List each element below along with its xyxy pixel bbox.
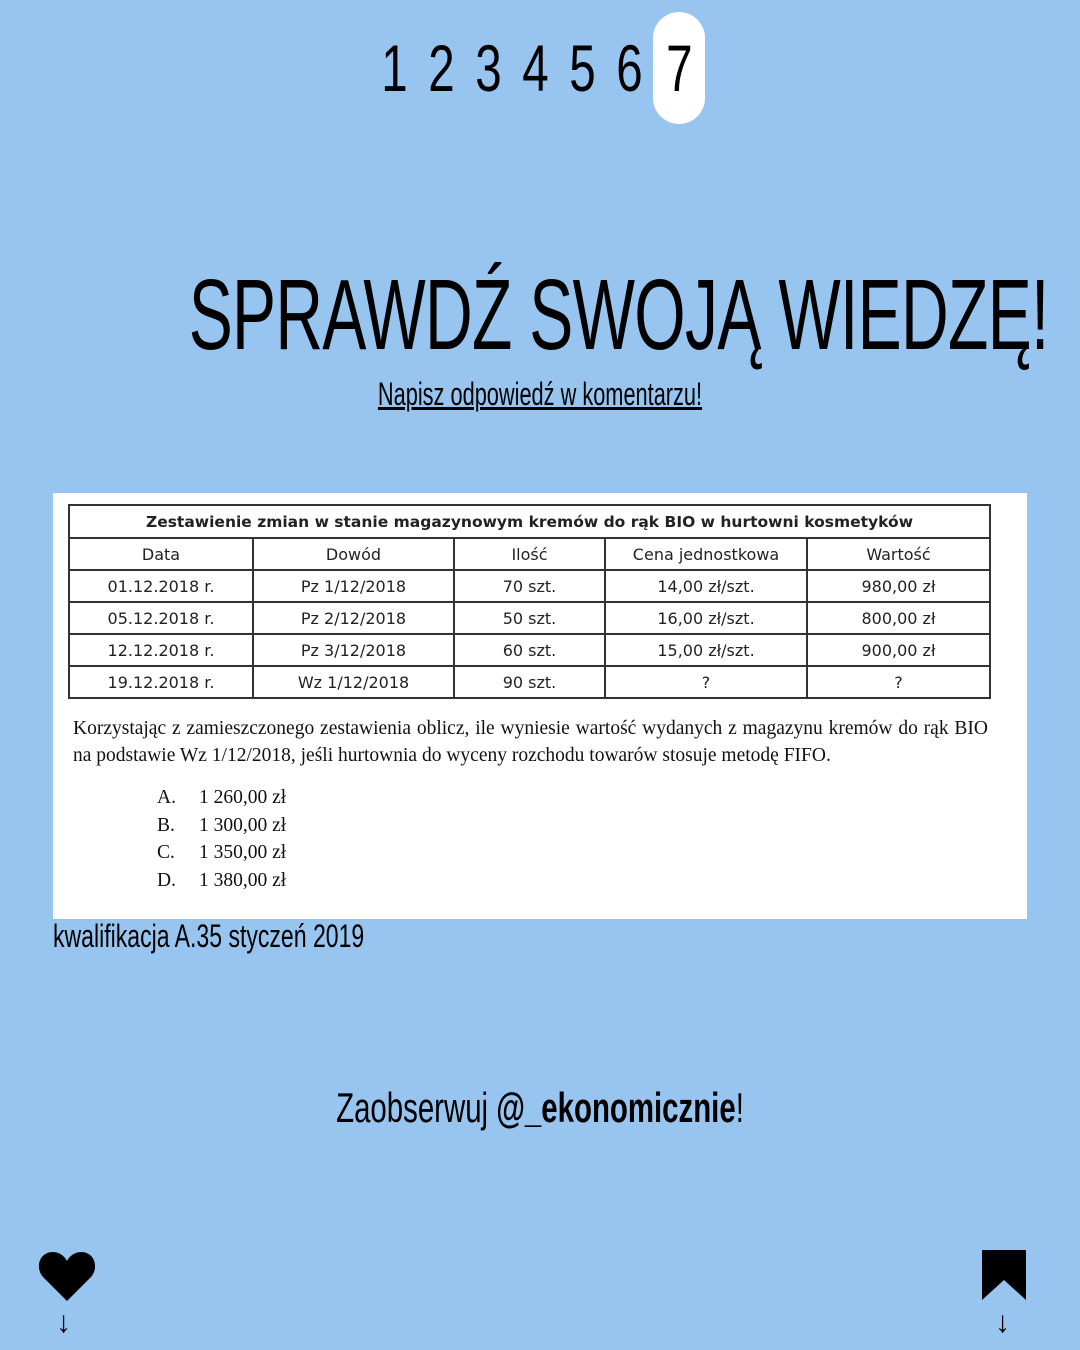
cell-unit-price: ? [605,666,807,698]
follow-prefix: Zaobserwuj [336,1084,497,1131]
column-header-date: Data [69,538,253,570]
like-button[interactable] [38,1250,98,1342]
page-number-6[interactable]: 6 [616,31,643,105]
question-text: Korzystając z zamieszczonego zestawienia oblicz, ile wyniesie wartość wydanych z magazynu kremów do rąk BIO na podstawie Wz 1/12/2018, jeśli hurtownia do wyceny rozchodu towarów stosuje metodę FIFO. [73,718,988,766]
table-caption: Zestawienie zmian w stanie magazynowym kremów do rąk BIO w hurtowni kosmetyków [69,505,990,538]
page-number-5[interactable]: 5 [569,31,596,105]
answer-text: 1 260,00 zł [199,787,287,808]
page-number-7-active[interactable] [653,12,705,124]
cell-date: 12.12.2018 r. [69,634,253,666]
account-handle[interactable]: @_ekonomicznie [496,1084,736,1131]
table-row [69,570,990,602]
column-header-document: Dowód [253,538,454,570]
cell-quantity: 50 szt. [454,602,605,634]
cell-date: 05.12.2018 r. [69,602,253,634]
page-indicator [0,12,1080,124]
page-number-2[interactable]: 2 [428,31,455,105]
cell-document: Pz 3/12/2018 [253,634,454,666]
cell-value: 980,00 zł [807,570,990,602]
cell-quantity: 70 szt. [454,570,605,602]
answer-letter: B. [157,814,175,836]
cell-value: 800,00 zł [807,602,990,634]
cell-date: 01.12.2018 r. [69,570,253,602]
cell-document: Pz 1/12/2018 [253,570,454,602]
exam-source-label: kwalifikacja A.35 styczeń 2019 [53,918,365,954]
page-number-4[interactable]: 4 [522,31,549,105]
cell-document: Wz 1/12/2018 [253,666,454,698]
answer-text: 1 380,00 zł [199,869,287,891]
table-row [69,602,990,634]
answer-options [157,784,286,894]
page-number-1[interactable]: 1 [381,31,408,105]
exam-question-card [53,493,1027,919]
answer-letter: A. [157,787,176,808]
answer-option-a [157,784,286,812]
comment-prompt: Napisz odpowiedź w komentarzu! [377,376,703,412]
inventory-table [68,504,991,699]
page-number-3[interactable]: 3 [475,31,502,105]
answer-letter: D. [157,869,176,891]
heart-icon [38,1250,96,1302]
follow-suffix: ! [735,1084,744,1131]
answer-option-c [157,839,286,867]
cell-document: Pz 2/12/2018 [253,602,454,634]
bookmark-icon [982,1250,1026,1302]
answer-option-b [157,812,286,840]
answer-text: 1 300,00 zł [199,814,287,836]
cell-unit-price: 15,00 zł/szt. [605,634,807,666]
column-header-quantity: Ilość [454,538,605,570]
cell-value: ? [807,666,990,698]
answer-option-d [157,867,286,895]
table-row [69,666,990,698]
follow-cta [162,1084,918,1132]
cell-quantity: 60 szt. [454,634,605,666]
page-title: SPRAWDŹ SWOJĄ WIEDZĘ! [188,259,1049,371]
arrow-down-icon: ↓ [56,1306,71,1339]
arrow-down-icon: ↓ [995,1306,1010,1339]
cell-unit-price: 14,00 zł/szt. [605,570,807,602]
answer-text: 1 350,00 zł [199,842,287,863]
column-header-value: Wartość [807,538,990,570]
save-button[interactable] [982,1250,1028,1342]
cell-unit-price: 16,00 zł/szt. [605,602,807,634]
table-header-row [69,538,990,570]
answer-letter: C. [157,842,175,863]
cell-date: 19.12.2018 r. [69,666,253,698]
cell-value: 900,00 zł [807,634,990,666]
page-number-7-label: 7 [665,31,693,105]
column-header-unit-price: Cena jednostkowa [605,538,807,570]
table-row [69,634,990,666]
cell-quantity: 90 szt. [454,666,605,698]
